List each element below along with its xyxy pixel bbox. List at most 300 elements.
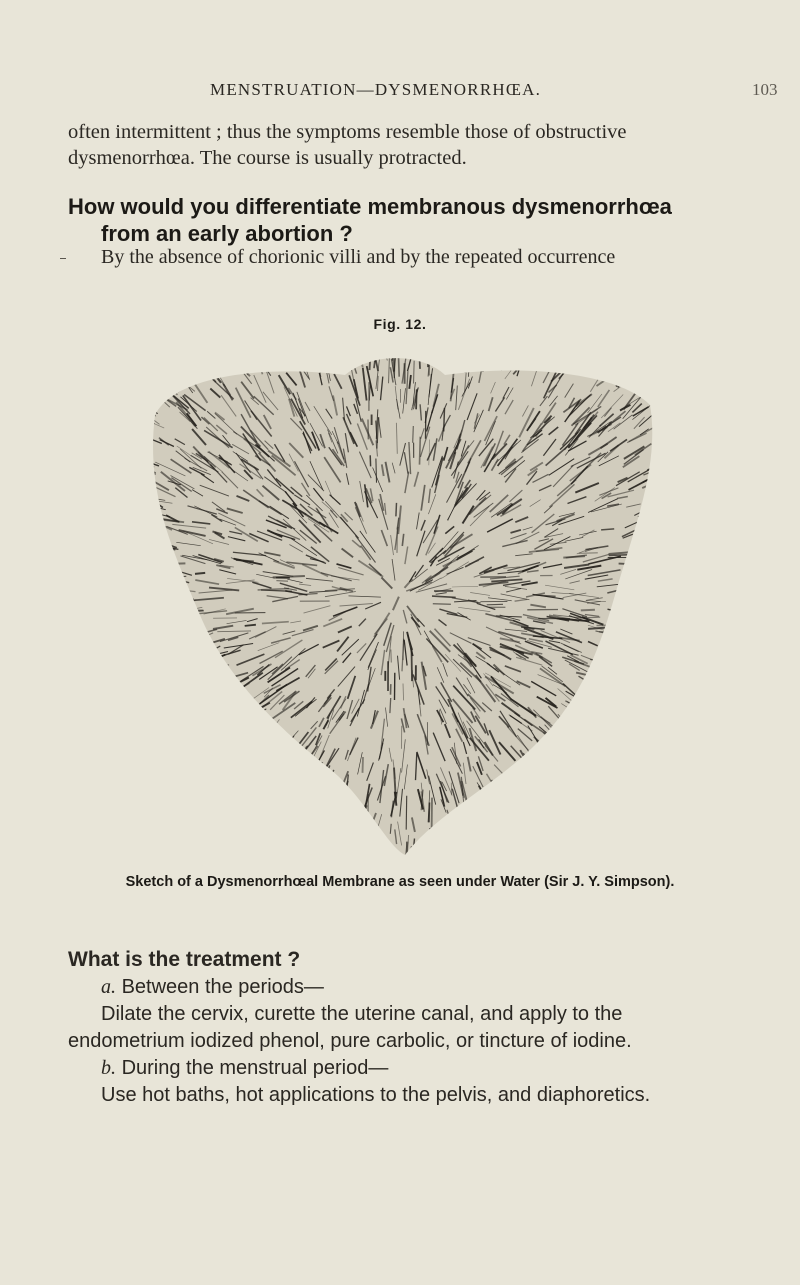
hatch-stroke xyxy=(589,707,599,715)
hatch-stroke xyxy=(557,792,567,800)
hatch-stroke xyxy=(177,629,197,635)
hatch-stroke xyxy=(232,842,246,862)
hatch-stroke xyxy=(311,801,323,826)
hatch-stroke xyxy=(505,826,521,854)
hatch-stroke xyxy=(274,779,291,808)
hatch-stroke xyxy=(620,787,633,794)
hatch-stroke xyxy=(309,756,314,765)
hatch-stroke xyxy=(167,662,178,664)
hatch-stroke xyxy=(647,479,666,489)
hatch-stroke xyxy=(658,779,671,793)
hatch-stroke xyxy=(606,683,617,685)
hatch-stroke xyxy=(625,758,641,766)
hatch-stroke xyxy=(561,804,581,831)
hatch-stroke xyxy=(658,421,675,432)
hatch-stroke xyxy=(302,793,315,819)
hatch-stroke xyxy=(637,741,647,748)
hatch-stroke xyxy=(343,849,349,865)
hatch-stroke xyxy=(193,668,205,671)
hatch-stroke xyxy=(279,806,286,815)
hatch-stroke xyxy=(609,695,637,706)
hatch-stroke xyxy=(426,859,427,865)
hatch-stroke xyxy=(591,719,613,738)
hatch-stroke xyxy=(132,562,149,564)
hatch-stroke xyxy=(569,823,579,844)
hatch-stroke xyxy=(509,816,517,829)
hatch-stroke xyxy=(444,834,446,845)
item-a-label: Between the periods— xyxy=(121,976,324,998)
hatch-stroke xyxy=(578,362,586,373)
hatch-stroke xyxy=(642,523,658,527)
hatch-stroke xyxy=(605,706,623,712)
hatch-stroke xyxy=(564,748,574,754)
hatch-stroke xyxy=(146,782,156,793)
hatch-stroke xyxy=(613,695,624,702)
hatch-stroke xyxy=(654,676,675,678)
hatch-stroke xyxy=(257,767,269,785)
hatch-stroke xyxy=(618,374,630,387)
hatch-stroke xyxy=(512,851,518,866)
hatch-stroke xyxy=(537,752,557,775)
hatch-stroke xyxy=(136,851,160,865)
hatch-stroke xyxy=(124,758,145,780)
hatch-stroke xyxy=(560,800,566,810)
hatch-stroke xyxy=(644,359,664,373)
hatch-stroke xyxy=(188,663,209,671)
hatch-stroke xyxy=(162,369,179,392)
hatch-stroke xyxy=(585,755,605,770)
hatch-stroke xyxy=(662,620,675,623)
hatch-stroke xyxy=(227,812,234,828)
hatch-stroke xyxy=(508,853,521,865)
hatch-stroke xyxy=(173,793,188,815)
hatch-stroke xyxy=(638,710,650,714)
hatch-stroke xyxy=(636,728,657,741)
hatch-stroke xyxy=(296,819,305,845)
hatch-stroke xyxy=(527,345,545,366)
hatch-stroke xyxy=(228,854,240,865)
hatch-stroke xyxy=(362,345,363,360)
hatch-stroke xyxy=(525,834,538,855)
hatch-stroke xyxy=(613,855,622,865)
hatch-stroke xyxy=(642,804,670,820)
hatch-stroke xyxy=(654,785,665,790)
hatch-stroke xyxy=(139,745,166,766)
hatch-stroke xyxy=(145,386,160,402)
hatch-stroke xyxy=(593,763,616,786)
hatch-stroke xyxy=(220,824,228,831)
hatch-stroke xyxy=(234,814,256,836)
hatch-stroke xyxy=(168,778,186,803)
hatch-stroke xyxy=(320,359,325,369)
hatch-stroke xyxy=(118,606,145,611)
hatch-stroke xyxy=(581,610,595,611)
hatch-stroke xyxy=(412,649,413,681)
hatch-stroke xyxy=(154,345,179,363)
hatch-stroke xyxy=(639,758,650,764)
hatch-stroke xyxy=(523,753,538,777)
hatch-stroke xyxy=(523,761,540,779)
hatch-stroke xyxy=(339,356,343,374)
hatch-stroke xyxy=(231,813,240,821)
membrane-illustration xyxy=(115,345,675,865)
hatch-stroke xyxy=(251,802,266,831)
hatch-stroke xyxy=(420,437,421,465)
hatch-stroke xyxy=(351,808,354,824)
hatch-stroke xyxy=(630,695,656,712)
hatch-stroke xyxy=(595,767,615,780)
hatch-stroke xyxy=(186,673,216,679)
hatch-stroke xyxy=(474,796,476,811)
hatch-stroke xyxy=(649,503,666,510)
hatch-stroke xyxy=(651,807,670,819)
hatch-stroke xyxy=(241,827,249,847)
hatch-stroke xyxy=(126,626,155,630)
hatch-stroke xyxy=(128,450,155,468)
hatch-stroke xyxy=(454,345,466,361)
hatch-stroke xyxy=(592,707,602,713)
hatch-stroke xyxy=(200,839,208,847)
hatch-stroke xyxy=(569,743,590,762)
hatch-stroke xyxy=(551,739,558,748)
hatch-stroke xyxy=(453,814,456,825)
hatch-stroke xyxy=(514,770,525,781)
hatch-stroke xyxy=(129,629,159,639)
hatch-stroke xyxy=(122,584,148,585)
hatch-stroke xyxy=(499,820,511,850)
hatch-stroke xyxy=(458,812,462,830)
hatch-stroke xyxy=(629,345,641,362)
hatch-stroke xyxy=(619,707,629,710)
hatch-stroke xyxy=(292,779,298,801)
hatch-stroke xyxy=(140,679,170,683)
hatch-stroke xyxy=(287,817,292,830)
hatch-stroke xyxy=(330,814,339,839)
hatch-stroke xyxy=(479,786,488,802)
hatch-stroke xyxy=(642,826,649,836)
hatch-stroke xyxy=(174,361,181,369)
hatch-stroke xyxy=(658,434,675,441)
hatch-stroke xyxy=(619,564,645,565)
hatch-stroke xyxy=(209,681,227,686)
hatch-stroke xyxy=(195,826,207,850)
hatch-stroke xyxy=(219,743,228,749)
hatch-stroke xyxy=(567,702,594,721)
hatch-stroke xyxy=(435,848,436,865)
hatch-stroke xyxy=(565,836,571,849)
hatch-stroke xyxy=(464,843,468,865)
hatch-stroke xyxy=(588,774,595,783)
hatch-stroke xyxy=(252,840,270,861)
hatch-stroke xyxy=(472,836,477,865)
hatch-stroke xyxy=(664,673,675,676)
hatch-stroke xyxy=(139,362,151,374)
hatch-stroke xyxy=(169,844,175,855)
hatch-stroke xyxy=(153,557,169,558)
question-1-line-1: How would you differentiate membranous dysmenorrhœa xyxy=(68,194,672,219)
hatch-stroke xyxy=(161,596,190,598)
hatch-stroke xyxy=(562,836,574,849)
hatch-stroke xyxy=(622,726,647,743)
hatch-stroke xyxy=(167,837,190,861)
hatch-stroke xyxy=(647,819,659,832)
hatch-stroke xyxy=(612,652,640,655)
hatch-stroke xyxy=(198,665,229,677)
hatch-stroke xyxy=(463,798,466,824)
hatch-stroke xyxy=(597,795,613,810)
hatch-stroke xyxy=(289,796,296,811)
hatch-stroke xyxy=(212,836,222,854)
hatch-stroke xyxy=(241,829,246,841)
hatch-stroke xyxy=(663,630,675,631)
hatch-stroke xyxy=(610,816,632,834)
hatch-stroke xyxy=(597,822,615,840)
hatch-stroke xyxy=(545,856,556,865)
hatch-stroke xyxy=(197,722,219,734)
hatch-stroke xyxy=(641,388,648,396)
hatch-stroke xyxy=(585,807,599,818)
hatch-stroke xyxy=(465,347,467,372)
hatch-stroke xyxy=(367,842,371,860)
hatch-stroke xyxy=(180,820,191,830)
hatch-stroke xyxy=(132,684,156,692)
hatch-stroke xyxy=(298,831,307,861)
hatch-stroke xyxy=(374,831,376,845)
hatch-stroke xyxy=(234,354,251,371)
hatch-stroke xyxy=(620,757,638,774)
hatch-stroke xyxy=(630,363,648,379)
hatch-stroke xyxy=(156,353,168,361)
hatch-stroke xyxy=(175,812,192,833)
hatch-stroke xyxy=(610,819,637,836)
hatch-stroke xyxy=(169,621,193,622)
hatch-stroke xyxy=(611,661,623,664)
item-b-label: During the menstrual period— xyxy=(121,1057,389,1079)
hatch-stroke xyxy=(187,371,201,382)
hatch-stroke xyxy=(259,777,278,800)
hatch-stroke xyxy=(142,667,170,682)
hatch-stroke xyxy=(460,824,467,856)
hatch-stroke xyxy=(510,843,517,866)
hatch-stroke xyxy=(519,853,528,865)
hatch-stroke xyxy=(518,850,524,865)
hatch-stroke xyxy=(502,345,514,362)
hatch-stroke xyxy=(549,354,557,362)
hatch-stroke xyxy=(186,649,201,653)
hatch-stroke xyxy=(650,674,668,675)
hatch-stroke xyxy=(142,654,153,657)
running-title: MENSTRUATION—DYSMENORRHŒA. xyxy=(210,80,542,99)
hatch-stroke xyxy=(565,811,574,830)
hatch-stroke xyxy=(587,827,595,836)
hatch-stroke xyxy=(406,796,407,830)
hatch-stroke xyxy=(135,410,155,425)
hatch-stroke xyxy=(139,580,163,586)
hatch-stroke xyxy=(142,471,156,474)
item-b-marker: b. xyxy=(101,1057,116,1079)
hatch-stroke xyxy=(642,801,651,811)
hatch-stroke xyxy=(413,426,414,443)
hatch-stroke xyxy=(634,839,649,864)
hatch-stroke xyxy=(375,855,378,865)
hatch-stroke xyxy=(608,695,634,711)
hatch-stroke xyxy=(147,653,173,656)
hatch-stroke xyxy=(483,357,487,372)
hatch-stroke xyxy=(239,345,251,366)
hatch-stroke xyxy=(631,837,638,844)
hatch-stroke xyxy=(564,717,579,735)
hatch-stroke xyxy=(640,712,655,722)
hatch-stroke xyxy=(528,790,533,799)
hatch-stroke xyxy=(609,620,635,628)
hatch-stroke xyxy=(476,833,487,862)
hatch-stroke xyxy=(209,858,220,865)
hatch-stroke xyxy=(662,838,674,846)
hatch-stroke xyxy=(572,839,577,849)
hatch-stroke xyxy=(358,346,363,367)
hatch-stroke xyxy=(351,814,355,824)
hatch-stroke xyxy=(207,761,226,776)
hatch-stroke xyxy=(582,847,598,861)
hatch-stroke xyxy=(151,822,170,836)
hatch-stroke xyxy=(596,755,618,778)
hatch-stroke xyxy=(628,359,649,381)
hatch-stroke xyxy=(202,742,227,763)
hatch-stroke xyxy=(129,628,151,631)
hatch-stroke xyxy=(636,590,649,591)
hatch-stroke xyxy=(172,346,195,371)
hatch-stroke xyxy=(375,856,376,865)
hatch-stroke xyxy=(145,667,171,674)
hatch-stroke xyxy=(339,351,341,362)
hatch-stroke xyxy=(298,768,306,798)
hatch-stroke xyxy=(651,749,675,765)
hatch-stroke xyxy=(190,682,206,685)
hatch-stroke xyxy=(136,562,160,570)
hatch-stroke xyxy=(640,355,659,379)
hatch-stroke xyxy=(580,359,588,366)
hatch-stroke xyxy=(499,827,511,849)
hatch-stroke xyxy=(301,782,312,813)
hatch-stroke xyxy=(424,846,426,865)
hatch-stroke xyxy=(643,610,654,613)
hatch-stroke xyxy=(250,812,258,827)
hatch-stroke xyxy=(211,784,235,806)
hatch-stroke xyxy=(241,752,251,760)
hatch-stroke xyxy=(564,766,581,790)
hatch-stroke xyxy=(608,778,622,792)
hatch-stroke xyxy=(245,625,256,626)
hatch-stroke xyxy=(331,776,334,786)
hatch-stroke xyxy=(557,354,564,369)
hatch-stroke xyxy=(161,721,175,730)
hatch-stroke xyxy=(245,721,255,731)
hatch-stroke xyxy=(200,851,220,866)
hatch-stroke xyxy=(507,851,513,865)
hatch-stroke xyxy=(617,734,629,739)
hatch-stroke xyxy=(525,791,539,815)
hatch-stroke xyxy=(157,606,187,611)
hatch-stroke xyxy=(282,345,290,366)
hatch-stroke xyxy=(625,704,646,716)
hatch-stroke xyxy=(558,790,565,804)
treatment-heading: What is the treatment ? xyxy=(68,948,301,971)
hatch-stroke xyxy=(166,833,173,842)
hatch-stroke xyxy=(161,834,178,854)
hatch-stroke xyxy=(242,718,259,731)
hatch-stroke xyxy=(551,780,565,791)
hatch-stroke xyxy=(378,852,379,865)
hatch-stroke xyxy=(134,822,153,842)
hatch-stroke xyxy=(529,832,537,858)
hatch-stroke xyxy=(229,727,247,747)
hatch-stroke xyxy=(130,570,163,571)
hatch-stroke xyxy=(204,675,220,686)
hatch-stroke xyxy=(656,758,669,768)
hatch-stroke xyxy=(519,819,523,830)
hatch-stroke xyxy=(571,767,591,794)
hatch-stroke xyxy=(565,854,577,865)
hatch-stroke xyxy=(535,842,548,865)
hatch-stroke xyxy=(573,843,588,861)
hatch-stroke xyxy=(152,795,170,808)
hatch-stroke xyxy=(192,795,208,808)
hatch-stroke xyxy=(289,828,298,850)
hatch-stroke xyxy=(443,841,444,865)
hatch-stroke xyxy=(189,355,210,377)
hatch-stroke xyxy=(134,393,156,416)
hatch-stroke xyxy=(627,663,642,664)
hatch-stroke xyxy=(602,645,625,654)
hatch-stroke xyxy=(202,817,213,826)
hatch-stroke xyxy=(195,573,205,574)
hatch-stroke xyxy=(196,370,201,379)
hatch-stroke xyxy=(253,808,260,818)
hatch-stroke xyxy=(305,819,317,848)
hatch-stroke xyxy=(174,844,188,865)
hatch-stroke xyxy=(237,356,245,365)
hatch-stroke xyxy=(470,829,478,842)
hatch-stroke xyxy=(569,752,586,774)
hatch-stroke xyxy=(189,820,203,843)
hatch-stroke xyxy=(202,776,211,781)
hatch-stroke xyxy=(215,675,229,679)
hatch-stroke xyxy=(601,529,614,530)
hatch-stroke xyxy=(127,592,151,595)
hatch-stroke xyxy=(631,791,653,803)
figure-caption: Sketch of a Dysmenorrhœal Membrane as seen under Water (Sir J. Y. Simpson). xyxy=(125,874,675,890)
hatch-stroke xyxy=(659,821,675,840)
hatch-stroke xyxy=(142,725,162,730)
hatch-stroke xyxy=(250,848,270,865)
hatch-stroke xyxy=(162,834,169,842)
hatch-stroke xyxy=(594,678,614,688)
hatch-stroke xyxy=(508,800,513,810)
page-number: 103 xyxy=(752,80,778,99)
hatch-stroke xyxy=(552,792,565,819)
hatch-stroke xyxy=(242,713,256,728)
hatch-stroke xyxy=(643,833,656,844)
hatch-stroke xyxy=(245,345,255,367)
hatch-stroke xyxy=(495,800,502,832)
hatch-stroke xyxy=(188,725,207,741)
hatch-stroke xyxy=(326,833,331,852)
hatch-stroke xyxy=(128,617,152,625)
hatch-stroke xyxy=(146,746,169,758)
hatch-stroke xyxy=(475,345,483,369)
hatch-stroke xyxy=(460,833,465,845)
hatch-stroke xyxy=(244,787,261,803)
